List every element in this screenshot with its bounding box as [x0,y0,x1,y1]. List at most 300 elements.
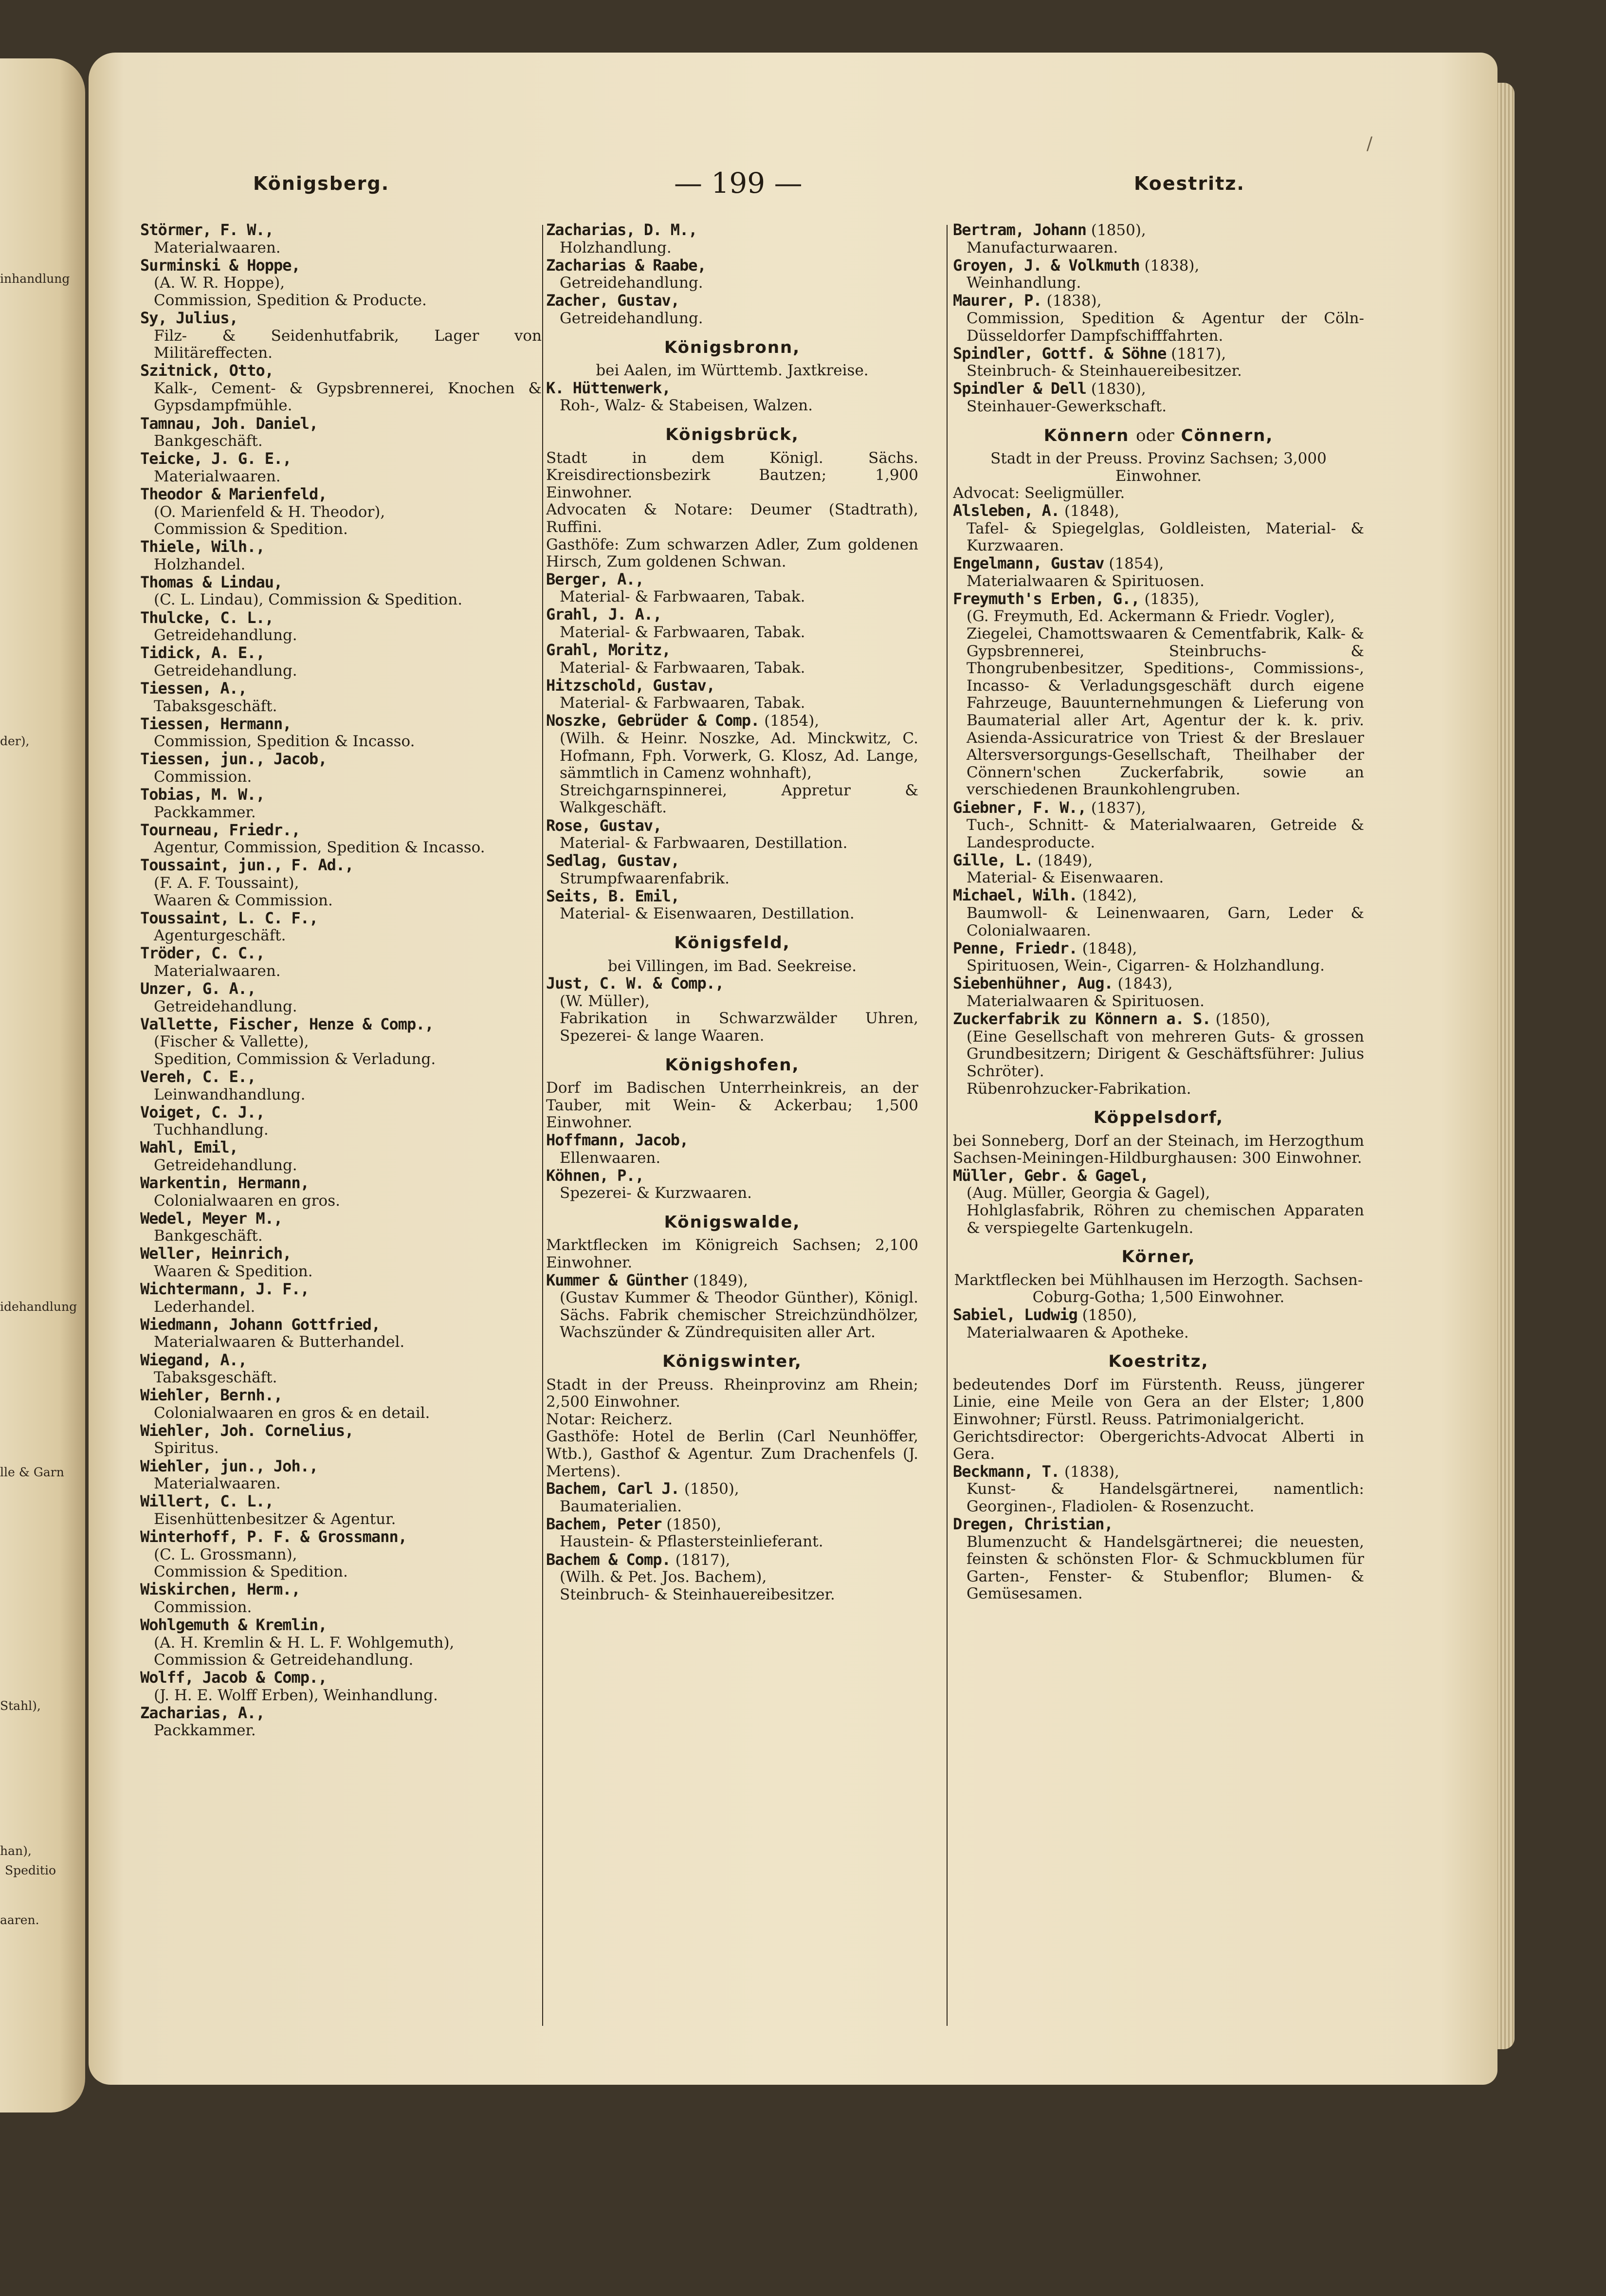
firm-name: Bertram, Johann [953,221,1086,239]
place-heading [546,426,918,444]
entry-heading [953,852,1364,870]
firm-name: Voiget, C. J., [140,1102,265,1121]
place-description: Gasthöfe: Zum schwarzen Adler, Zum goldenen Hirsch, Zum goldenen Schwan. [546,535,918,571]
entry-heading [953,257,1364,275]
entry-heading [953,555,1364,573]
column-left [140,221,542,2022]
directory-entry [546,677,918,712]
firm-name: Bachem & Comp. [546,1550,671,1569]
entry-details: (J. H. E. Wolff Erben), Weinhandlung. [154,1686,438,1704]
directory-entry [140,644,542,680]
directory-entry [140,538,542,573]
place-description: Gasthöfe: Hotel de Berlin (Carl Neunhöffer, Wtb.), Gasthof & Agentur. Zum Drachenfels (J. Mertens). [546,1428,918,1480]
entry-heading [546,1132,918,1150]
place-name: Könnern [1043,425,1130,445]
entry-details: Tabaksgeschäft. [154,1369,277,1387]
entry-heading [140,1705,542,1723]
entry-details: Commission & Getreidehandlung. [154,1651,414,1669]
entry-details: Getreidehandlung. [154,1156,297,1174]
firm-name: Weller, Heinrich, [140,1244,292,1263]
page-number: — 199 — [674,166,803,200]
directory-entry [140,609,542,644]
directory-entry [140,1281,542,1316]
firm-name: Zacharias, A., [140,1703,265,1722]
entry-details: Colonialwaaren en gros & en detail. [154,1404,430,1422]
directory-entry [140,1387,542,1422]
directory-entry [546,888,918,923]
firm-name: Bachem, Peter [546,1514,662,1533]
entry-details: Material- & Farbwaaren, Destillation. [560,834,848,852]
prev-page-fragment: der), [0,734,30,748]
entry-heading [546,642,918,660]
entry-details: (A. H. Kremlin & H. L. F. Wohlgemuth), [154,1634,455,1652]
firm-name: Rose, Gustav, [546,816,662,835]
directory-entry [140,1316,542,1351]
directory-entry [140,751,542,786]
founding-year: (1817), [675,1551,730,1569]
place-name: Königsbronn, [664,337,801,357]
firm-name: Seits, B. Emil, [546,886,679,905]
firm-name: Zacher, Gustav, [546,291,679,310]
directory-entry [140,1104,542,1139]
entry-details: (C. L. Lindau), Commission & Spedition. [154,591,463,609]
entry-heading [140,1528,542,1546]
place-heading [953,1109,1364,1127]
firm-name: Tidick, A. E., [140,643,265,662]
entry-details: Rübenrohzucker-Fabrikation. [967,1080,1191,1098]
firm-name: Siebenhühner, Aug. [953,974,1113,993]
entry-heading [953,1010,1364,1029]
entry-heading [140,980,542,998]
founding-year: (1850), [1215,1010,1271,1029]
firm-name: Alsleben, A. [953,501,1060,520]
directory-entry [140,1245,542,1280]
directory-entry [546,1551,918,1604]
firm-name: Thomas & Lindau, [140,572,283,591]
entry-details: Commission, Spedition & Agentur der Cöln-Düsseldorfer Dampfschifffahrten. [967,309,1364,345]
entry-details: Strumpfwaarenfabrik. [560,869,730,887]
entry-heading [546,852,918,870]
founding-year: (1850), [1091,221,1146,239]
entry-details: Waaren & Commission. [154,891,333,909]
directory-entry [546,257,918,292]
directory-entry [546,1516,918,1551]
directory-entry [546,975,918,1045]
directory-entry [140,910,542,945]
directory-entry [953,1463,1364,1516]
entry-heading [140,486,542,504]
directory-entry [140,1528,542,1581]
entry-heading [546,380,918,398]
directory-entry [140,1705,542,1740]
place-name: Königsfeld, [674,933,790,953]
entry-heading [140,1352,542,1370]
entry-heading [953,887,1364,905]
directory-entry [546,606,918,641]
entry-details: Getreidehandlung. [154,626,297,644]
entry-heading [953,975,1364,993]
entry-heading [953,502,1364,520]
entry-heading [140,1210,542,1228]
firm-name: Sy, Julius, [140,308,238,327]
place-description: bei Villingen, im Bad. Seekreise. [607,957,857,975]
entry-heading [140,362,542,380]
entry-heading [953,940,1364,958]
entry-heading [140,1387,542,1405]
place-name: Koestritz, [1108,1352,1209,1372]
firm-name: Sabiel, Ludwig [953,1305,1077,1324]
directory-entry [546,292,918,327]
place-heading [546,935,918,952]
firm-name: Michael, Wilh. [953,886,1077,905]
entry-heading [546,1516,918,1534]
entry-heading [140,945,542,963]
directory-entry [140,1175,542,1210]
directory-entry [140,1669,542,1704]
entry-details: Materialwaaren & Spirituosen. [967,992,1204,1010]
place-description: bei Sonneberg, Dorf an der Steinach, im Herzogthum Sachsen-Meiningen-Hildburghausen: 300 Einwohner. [953,1132,1364,1167]
directory-entry [953,221,1364,257]
directory-entry [953,940,1364,975]
directory-entry [140,945,542,980]
place-description: Stadt in der Preuss. Provinz Sachsen; 3,000 Einwohner. [990,450,1327,485]
founding-year: (1838), [1046,292,1102,310]
firm-name: Wiehler, jun., Joh., [140,1456,318,1475]
place-description: Dorf im Badischen Unterrheinkreis, an der Tauber, mit Wein- & Ackerbau; 1,500 Einwohner. [546,1079,918,1132]
firm-name: Thiele, Wilh., [140,537,265,556]
entry-heading [953,1463,1364,1481]
entry-details: Agentur, Commission, Spedition & Incasso. [154,839,485,857]
firm-name: Wiehler, Joh. Cornelius, [140,1421,354,1440]
directory-entry [953,590,1364,799]
directory-entry [140,486,542,538]
place-name: Königswalde, [664,1212,801,1232]
place-description: Stadt in dem Königl. Sächs. Kreisdirectionsbezirk Bautzen; 1,900 Einwohner. [546,449,918,501]
place-description: Gerichtsdirector: Obergerichts-Advocat Alberti in Gera. [953,1428,1364,1463]
entry-details: Baumwoll- & Leinenwaaren, Garn, Leder & Colonialwaaren. [967,904,1364,939]
entry-heading [546,571,918,589]
directory-entry [140,822,542,857]
place-description: bei Aalen, im Württemb. Jaxtkreise. [596,362,869,380]
founding-year: (1848), [1082,939,1137,957]
entry-details: Materialwaaren & Spirituosen. [967,572,1204,590]
entry-details: Filz- & Seidenhutfabrik, Lager von Militäreffecten. [154,327,542,362]
firm-name: Groyen, J. & Volkmuth [953,256,1140,275]
place-name: Köppelsdorf, [1093,1108,1224,1128]
founding-year: (1850), [684,1480,739,1498]
entry-heading [546,677,918,695]
entry-details: Material- & Eisenwaaren, Destillation. [560,905,855,923]
firm-name: Surminski & Hoppe, [140,256,300,275]
firm-name: Bachem, Carl J. [546,1479,679,1498]
directory-entry [140,1352,542,1387]
directory-entry [140,362,542,415]
entry-heading [140,1616,542,1635]
founding-year: (1835), [1144,590,1200,608]
entry-heading [140,1139,542,1157]
prev-page-fragment: idehandlung [0,1300,77,1314]
place-description: bedeutendes Dorf im Fürstenth. Reuss, jüngerer Linie, eine Meile von Gera an der Elster; 1,800 Einwohner; Fürstl. Reuss. Patrimonialgericht. [953,1376,1364,1428]
entry-heading [546,1551,918,1569]
entry-heading [140,538,542,556]
entry-details: Tafel- & Spiegelglas, Goldleisten, Material- & Kurzwaaren. [967,519,1364,555]
firm-name: Zacharias & Raabe, [546,256,706,275]
firm-name: Störmer, F. W., [140,221,274,239]
place-name: Körner, [1121,1247,1196,1267]
firm-name: Wolff, Jacob & Comp., [140,1668,327,1687]
entry-heading [140,1581,542,1599]
directory-entry [546,712,918,817]
entry-heading [546,817,918,835]
entry-details: Commission & Spedition. [154,520,348,538]
firm-name: Freymuth's Erben, G., [953,589,1140,608]
entry-details: (Gustav Kummer & Theodor Günther), Königl. Sächs. Fabrik chemischer Streichzündhölzer, Wachszünder & Zündrequisiten aller Art. [560,1289,918,1341]
directory-entry [546,1272,918,1341]
column-rule [947,225,948,2026]
firm-name: Thulcke, C. L., [140,608,274,627]
place-name: Königswinter, [662,1352,802,1372]
founding-year: (1848), [1064,502,1119,520]
prev-page-fragment: lle & Garn [0,1465,64,1479]
entry-heading [140,1104,542,1122]
directory-entry [140,1139,542,1174]
entry-details: Haustein- & Pflastersteinlieferant. [560,1533,823,1551]
entry-heading [953,292,1364,310]
directory-entry [953,257,1364,292]
entry-details: Getreidehandlung. [560,274,703,292]
entry-details: Material- & Farbwaaren, Tabak. [560,694,805,712]
directory-entry [140,1458,542,1493]
entry-details: (A. W. R. Hoppe), [154,274,285,292]
directory-entry [546,380,918,415]
directory-entry [953,555,1364,590]
entry-heading [546,1167,918,1185]
entry-details: Spezerei- & Kurzwaaren. [560,1184,752,1202]
entry-heading [140,310,542,328]
firm-name: Tamnau, Joh. Daniel, [140,414,318,433]
firm-name: Wiedmann, Johann Gottfried, [140,1315,381,1334]
entry-details: Material- & Eisenwaaren. [967,869,1164,887]
place-heading [546,1057,918,1074]
firm-name: Tröder, C. C., [140,944,265,963]
prev-page-fragment: aaren. [0,1913,39,1927]
firm-name: Tiessen, jun., Jacob, [140,750,327,769]
entry-heading [140,450,542,468]
founding-year: (1854), [764,712,820,730]
entry-details: Roh-, Walz- & Stabeisen, Walzen. [560,397,813,415]
entry-heading [140,1281,542,1299]
firm-name: Spindler & Dell [953,379,1086,398]
place-heading [546,339,918,357]
founding-year: (1838), [1144,257,1200,275]
firm-name: Unzer, G. A., [140,979,256,998]
firm-name: Winterhoff, P. F. & Grossmann, [140,1527,407,1546]
running-head-left: Königsberg. [253,173,390,194]
directory-entry [140,415,542,450]
firm-name: Grahl, J. A., [546,605,662,624]
entry-details: (Wilh. & Pet. Jos. Bachem), [560,1568,767,1586]
place-description: Advocat: Seeligmüller. [953,484,1125,502]
entry-details: Leinwandhandlung. [154,1085,306,1103]
entry-details: Hohlglasfabrik, Röhren zu chemischen Apparaten & verspiegelte Gartenkugeln. [967,1202,1364,1237]
directory-entry [140,857,542,909]
directory-entry [546,1132,918,1167]
entry-details: Getreidehandlung. [154,661,297,680]
firm-name: Grahl, Moritz, [546,641,671,660]
directory-entry [140,680,542,715]
column-middle [546,221,918,2022]
directory-entry [953,502,1364,555]
place-heading [953,1249,1364,1266]
prev-page-fragment: inhandlung [0,272,70,286]
prev-page-fragment: Speditio [5,1863,56,1877]
firm-name: Dregen, Christian, [953,1515,1113,1534]
founding-year: (1849), [693,1271,748,1289]
directory-entry [546,221,918,257]
entry-details: Kalk-, Cement- & Gypsbrennerei, Knochen & Gypsdampfmühle. [154,379,542,415]
directory-entry [953,345,1364,380]
entry-heading [140,1493,542,1511]
entry-details: Materialwaaren. [154,962,281,980]
entry-details: Commission, Spedition & Producte. [154,291,427,309]
firm-name: Vallette, Fischer, Henze & Comp., [140,1014,434,1033]
entry-details: Material- & Farbwaaren, Tabak. [560,659,805,677]
entry-heading [953,590,1364,608]
entry-details: (G. Freymuth, Ed. Ackermann & Friedr. Vogler), [967,607,1335,625]
entry-heading [953,1516,1364,1534]
entry-details: Packkammer. [154,1722,256,1740]
entry-details: (Wilh. & Heinr. Noszke, Ad. Minckwitz, C. Hofmann, Fph. Vorwerk, G. Klosz, Ad. Lange, sämmtlich in Camenz wohnhaft), [560,730,918,782]
directory-entry [140,1493,542,1528]
firm-name: Engelmann, Gustav [953,554,1104,573]
entry-details: Blumenzucht & Handelsgärtnerei; die neuesten, feinsten & schönsten Flor- & Schmuckblumen für Garten-, Fenster- & Stubenflor; Blumen- & Gemüsesamen. [967,1533,1364,1603]
entry-heading [140,574,542,592]
entry-details: Streichgarnspinnerei, Appretur & Walkgeschäft. [560,781,918,817]
place-heading [953,1353,1364,1371]
entry-details: Materialwaaren & Apotheke. [967,1323,1189,1341]
entry-heading [140,644,542,662]
firm-name: Gille, L. [953,850,1033,869]
entry-heading [953,380,1364,398]
entry-details: Getreidehandlung. [560,309,703,327]
entry-details: Getreidehandlung. [154,997,297,1015]
firm-name: Beckmann, T. [953,1462,1060,1481]
entry-heading [140,415,542,433]
entry-details: Holzhandel. [154,555,246,573]
directory-entry [953,1010,1364,1098]
entry-details: Colonialwaaren en gros. [154,1192,340,1210]
founding-year: (1817), [1171,345,1226,363]
entry-heading [953,799,1364,817]
entry-heading [953,1167,1364,1185]
place-name-connector: oder [1136,425,1174,445]
entry-heading [546,221,918,239]
entry-details: Steinbruch- & Steinhauereibesitzer. [560,1585,835,1603]
directory-entry [140,1016,542,1068]
directory-entry [953,887,1364,939]
firm-name: Warkentin, Hermann, [140,1174,310,1193]
entry-heading [953,221,1364,239]
entry-heading [546,888,918,906]
place-description: Advocaten & Notare: Deumer (Stadtrath), Ruffini. [546,501,918,536]
founding-year: (1842), [1082,887,1137,905]
directory-entry [546,817,918,852]
firm-name: Wiskirchen, Herm., [140,1580,300,1599]
firm-name: Tourneau, Friedr., [140,820,300,839]
entry-details: Spedition, Commission & Verladung. [154,1050,436,1068]
entry-heading [140,1316,542,1334]
founding-year: (1830), [1091,380,1146,398]
entry-details: Materialwaaren. [154,467,281,485]
place-description: Stadt in der Preuss. Rheinprovinz am Rhein; 2,500 Einwohner. [546,1376,918,1411]
place-name: Königsbrück, [665,424,799,444]
entry-details: Steinhauer-Gewerkschaft. [967,397,1167,415]
entry-details: Ziegelei, Chamottswaaren & Cementfabrik, Kalk- & Gypsbrennerei, Steinbruchs- & Thongrubenbesitzer, Speditions-, Commissions-, Incasso- & Verladungsgeschäft durch eigene Fahrzeuge, Bauunternehmungen & Lieferung von Baumaterial aller Art, Agentur der k. k. priv. Asienda-Assicuratrice von Triest & der Breslauer Altersversorgungs-Gesellschaft, Theilhaber der Cönnern'schen Zuckerfabrik, sowie an verschiedenen Braunkohlengruben. [967,625,1364,799]
entry-details: Fabrikation in Schwarzwälder Uhren, Spezerei- & lange Waaren. [560,1010,918,1045]
entry-details: (F. A. F. Toussaint), [154,874,299,892]
entry-details: (Aug. Müller, Georgia & Gagel), [967,1184,1210,1202]
directory-entry [140,257,542,310]
founding-year: (1838), [1064,1463,1119,1481]
firm-name: K. Hüttenwerk, [546,378,671,397]
entry-heading [546,257,918,275]
firm-name: Toussaint, jun., F. Ad., [140,856,354,875]
entry-details: Baumaterialien. [560,1497,682,1515]
entry-heading [140,716,542,734]
entry-details: Bankgeschäft. [154,1227,263,1245]
entry-heading [140,1669,542,1687]
firm-name: Sedlag, Gustav, [546,851,679,870]
firm-name: Teicke, J. G. E., [140,449,292,468]
directory-entry [953,380,1364,415]
prev-page-fragment: Stahl), [0,1699,41,1713]
entry-details: Materialwaaren. [154,239,281,257]
directory-entry [546,1480,918,1515]
place-name: Königshofen, [665,1055,800,1075]
entry-heading [546,1480,918,1498]
founding-year: (1850), [666,1515,722,1533]
place-description: Marktflecken im Königreich Sachsen; 2,100 Einwohner. [546,1236,918,1272]
firm-name: Berger, A., [546,569,644,588]
directory-entry [140,221,542,257]
firm-name: Wiegand, A., [140,1350,247,1369]
directory-entry [546,571,918,606]
firm-name: Hitzschold, Gustav, [546,676,715,695]
entry-details: Packkammer. [154,803,256,821]
entry-details: Waaren & Spedition. [154,1263,313,1281]
firm-name: Wedel, Meyer M., [140,1209,283,1228]
entry-details: Ellenwaaren. [560,1149,661,1167]
directory-entry [953,799,1364,852]
directory-entry [140,574,542,609]
firm-name: Wiehler, Bernh., [140,1386,283,1405]
entry-details: Commission. [154,1598,252,1616]
entry-details: Commission, Spedition & Incasso. [154,733,415,751]
entry-heading [140,786,542,804]
entry-details: Lederhandel. [154,1298,256,1316]
entry-heading [140,609,542,627]
directory-entry [140,716,542,751]
directory-entry [953,975,1364,1010]
firm-name: Just, C. W. & Comp., [546,974,724,993]
entry-details: Weinhandlung. [967,274,1081,292]
firm-name: Köhnen, P., [546,1166,644,1185]
firm-name: Kummer & Günther [546,1270,689,1289]
entry-heading [140,1422,542,1440]
entry-details: Spiritus. [154,1439,219,1457]
column-rule [542,225,543,2026]
entry-details: (C. L. Grossmann), [154,1545,297,1563]
